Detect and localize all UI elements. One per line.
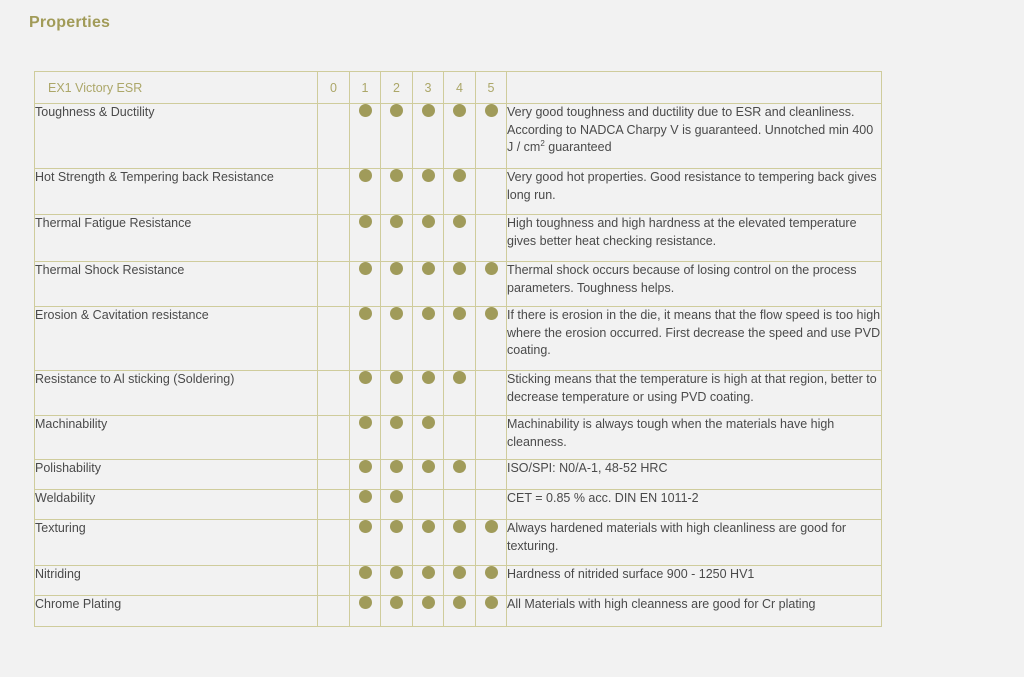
rating-dot <box>359 520 372 533</box>
rating-dot <box>359 566 372 579</box>
rating-dot <box>453 566 466 579</box>
rating-cell-0 <box>318 490 350 520</box>
rating-dot <box>390 371 403 384</box>
rating-dot <box>359 460 372 473</box>
rating-cell-5 <box>476 490 507 520</box>
description-text: Always hardened materials with high cleanliness are good for texturing. <box>507 521 847 553</box>
property-description <box>507 596 882 627</box>
rating-dot <box>359 371 372 384</box>
table-row <box>35 104 882 169</box>
description-text-tail: guaranteed <box>544 140 612 154</box>
table-row <box>35 307 882 371</box>
rating-cell-4 <box>444 490 476 520</box>
page-title: Properties <box>29 14 111 31</box>
rating-dot <box>485 307 498 320</box>
description-text: Very good toughness and ductility due to ESR and cleanliness. According to NADCA Charpy V is guaranteed. <box>507 105 855 137</box>
rating-dot <box>359 169 372 182</box>
rating-cell-4 <box>444 371 476 416</box>
rating-cell-0 <box>318 169 350 215</box>
rating-dot <box>390 490 403 503</box>
property-name: Nitriding <box>35 566 318 596</box>
property-description <box>507 307 882 371</box>
description-text: High toughness and high hardness at the elevated temperature gives better heat checking resistance. <box>507 216 857 248</box>
property-name: Resistance to Al sticking (Soldering) <box>35 371 318 416</box>
rating-cell-3 <box>413 104 444 169</box>
description-text: All Materials with high cleanness are good for Cr plating <box>507 597 816 611</box>
table-row <box>35 262 882 307</box>
rating-dot <box>453 460 466 473</box>
rating-dot <box>422 520 435 533</box>
rating-cell-3 <box>413 371 444 416</box>
table-row <box>35 416 882 460</box>
rating-cell-3 <box>413 262 444 307</box>
rating-cell-2 <box>381 169 413 215</box>
description-text: Thermal shock occurs because of losing control on the process parameters. Toughness helps. <box>507 263 857 295</box>
property-description <box>507 490 882 520</box>
rating-cell-1 <box>350 520 381 566</box>
rating-cell-5 <box>476 596 507 627</box>
rating-dot <box>390 307 403 320</box>
description-text-extra: Unnotched min 400 J / cm <box>507 122 874 154</box>
table-row <box>35 490 882 520</box>
rating-cell-3 <box>413 520 444 566</box>
rating-cell-2 <box>381 307 413 371</box>
rating-dot <box>422 169 435 182</box>
rating-cell-4 <box>444 215 476 262</box>
rating-cell-2 <box>381 416 413 460</box>
rating-cell-5 <box>476 262 507 307</box>
property-description <box>507 416 882 460</box>
rating-dot <box>359 596 372 609</box>
rating-cell-2 <box>381 566 413 596</box>
rating-dot <box>485 520 498 533</box>
description-text: Hardness of nitrided surface 900 - 1250 HV1 <box>507 567 755 581</box>
table-row <box>35 520 882 566</box>
rating-cell-2 <box>381 104 413 169</box>
rating-dot <box>453 169 466 182</box>
property-name: Machinability <box>35 416 318 460</box>
rating-dot <box>485 566 498 579</box>
rating-cell-2 <box>381 371 413 416</box>
rating-cell-3 <box>413 169 444 215</box>
rating-dot <box>359 307 372 320</box>
property-description <box>507 566 882 596</box>
rating-cell-0 <box>318 215 350 262</box>
rating-cell-2 <box>381 215 413 262</box>
rating-dot <box>390 104 403 117</box>
rating-dot <box>453 262 466 275</box>
table-row <box>35 460 882 490</box>
table-row <box>35 215 882 262</box>
rating-dot <box>390 416 403 429</box>
rating-cell-2 <box>381 596 413 627</box>
rating-dot <box>485 262 498 275</box>
scale-header-4: 4 <box>444 72 476 104</box>
table-header-row <box>35 72 882 104</box>
table-row <box>35 169 882 215</box>
rating-cell-3 <box>413 566 444 596</box>
scale-header-1: 1 <box>350 72 381 104</box>
rating-cell-5 <box>476 307 507 371</box>
rating-cell-4 <box>444 596 476 627</box>
property-name: Toughness & Ductility <box>35 104 318 169</box>
rating-dot <box>359 104 372 117</box>
rating-dot <box>422 566 435 579</box>
property-description <box>507 371 882 416</box>
rating-cell-4 <box>444 169 476 215</box>
description-text: Sticking means that the temperature is high at that region, better to decrease temperature or using PVD coating. <box>507 372 877 404</box>
rating-dot <box>422 104 435 117</box>
rating-cell-5 <box>476 416 507 460</box>
rating-cell-2 <box>381 262 413 307</box>
rating-cell-3 <box>413 596 444 627</box>
rating-dot <box>390 460 403 473</box>
rating-dot <box>485 596 498 609</box>
rating-cell-3 <box>413 460 444 490</box>
rating-cell-2 <box>381 490 413 520</box>
property-name: Erosion & Cavitation resistance <box>35 307 318 371</box>
rating-cell-4 <box>444 307 476 371</box>
product-name-header: EX1 Victory ESR <box>35 72 318 104</box>
rating-cell-1 <box>350 104 381 169</box>
rating-dot <box>390 169 403 182</box>
rating-cell-1 <box>350 596 381 627</box>
table-row <box>35 596 882 627</box>
rating-cell-0 <box>318 460 350 490</box>
property-description <box>507 262 882 307</box>
rating-cell-4 <box>444 460 476 490</box>
rating-dot <box>422 371 435 384</box>
rating-cell-1 <box>350 416 381 460</box>
rating-cell-5 <box>476 520 507 566</box>
rating-dot <box>390 262 403 275</box>
rating-cell-1 <box>350 371 381 416</box>
rating-dot <box>390 520 403 533</box>
property-name: Polishability <box>35 460 318 490</box>
rating-cell-0 <box>318 566 350 596</box>
rating-dot <box>390 215 403 228</box>
rating-cell-1 <box>350 262 381 307</box>
scale-header-2: 2 <box>381 72 413 104</box>
rating-cell-1 <box>350 460 381 490</box>
rating-cell-1 <box>350 215 381 262</box>
scale-header-3: 3 <box>413 72 444 104</box>
table-row <box>35 371 882 416</box>
rating-cell-2 <box>381 520 413 566</box>
scale-header-5: 5 <box>476 72 507 104</box>
rating-cell-3 <box>413 307 444 371</box>
rating-cell-0 <box>318 262 350 307</box>
rating-cell-1 <box>350 566 381 596</box>
rating-dot <box>422 307 435 320</box>
rating-cell-3 <box>413 490 444 520</box>
scale-header-0: 0 <box>318 72 350 104</box>
rating-cell-0 <box>318 596 350 627</box>
rating-dot <box>453 215 466 228</box>
rating-dot <box>485 104 498 117</box>
property-description <box>507 215 882 262</box>
property-description <box>507 104 882 169</box>
rating-cell-5 <box>476 104 507 169</box>
rating-dot <box>453 307 466 320</box>
rating-cell-5 <box>476 215 507 262</box>
description-text: Very good hot properties. Good resistance to tempering back gives long run. <box>507 170 877 202</box>
property-description <box>507 460 882 490</box>
rating-cell-4 <box>444 416 476 460</box>
property-name: Thermal Shock Resistance <box>35 262 318 307</box>
rating-cell-0 <box>318 416 350 460</box>
description-text: If there is erosion in the die, it means that the flow speed is too high where the erosion occurred. First decrease the speed and use PVD coating. <box>507 308 881 357</box>
description-text: ISO/SPI: N0/A-1, 48-52 HRC <box>507 461 668 475</box>
property-name: Chrome Plating <box>35 596 318 627</box>
rating-cell-4 <box>444 520 476 566</box>
rating-cell-3 <box>413 416 444 460</box>
rating-cell-5 <box>476 169 507 215</box>
rating-dot <box>422 596 435 609</box>
rating-dot <box>453 596 466 609</box>
rating-dot <box>359 490 372 503</box>
rating-dot <box>453 371 466 384</box>
rating-dot <box>453 104 466 117</box>
rating-dot <box>359 215 372 228</box>
rating-cell-0 <box>318 104 350 169</box>
property-description <box>507 520 882 566</box>
rating-cell-0 <box>318 520 350 566</box>
property-name: Texturing <box>35 520 318 566</box>
rating-cell-1 <box>350 490 381 520</box>
description-superscript: 2 <box>540 138 545 148</box>
rating-cell-5 <box>476 460 507 490</box>
rating-dot <box>422 262 435 275</box>
rating-dot <box>422 215 435 228</box>
rating-cell-1 <box>350 307 381 371</box>
rating-dot <box>390 596 403 609</box>
properties-table <box>34 71 882 627</box>
description-header <box>507 72 882 104</box>
rating-dot <box>359 416 372 429</box>
property-description <box>507 169 882 215</box>
description-text: Machinability is always tough when the materials have high cleanness. <box>507 417 835 449</box>
rating-cell-2 <box>381 460 413 490</box>
rating-dot <box>390 566 403 579</box>
property-name: Weldability <box>35 490 318 520</box>
rating-dot <box>422 416 435 429</box>
rating-cell-0 <box>318 307 350 371</box>
rating-dot <box>453 520 466 533</box>
table-body <box>35 104 882 627</box>
rating-cell-4 <box>444 104 476 169</box>
rating-dot <box>422 460 435 473</box>
rating-cell-3 <box>413 215 444 262</box>
property-name: Thermal Fatigue Resistance <box>35 215 318 262</box>
rating-cell-1 <box>350 169 381 215</box>
table-row <box>35 566 882 596</box>
property-name: Hot Strength & Tempering back Resistance <box>35 169 318 215</box>
rating-dot <box>359 262 372 275</box>
rating-cell-5 <box>476 566 507 596</box>
rating-cell-4 <box>444 262 476 307</box>
description-text: CET = 0.85 % acc. DIN EN 1011-2 <box>507 491 699 505</box>
rating-cell-4 <box>444 566 476 596</box>
rating-cell-5 <box>476 371 507 416</box>
rating-cell-0 <box>318 371 350 416</box>
